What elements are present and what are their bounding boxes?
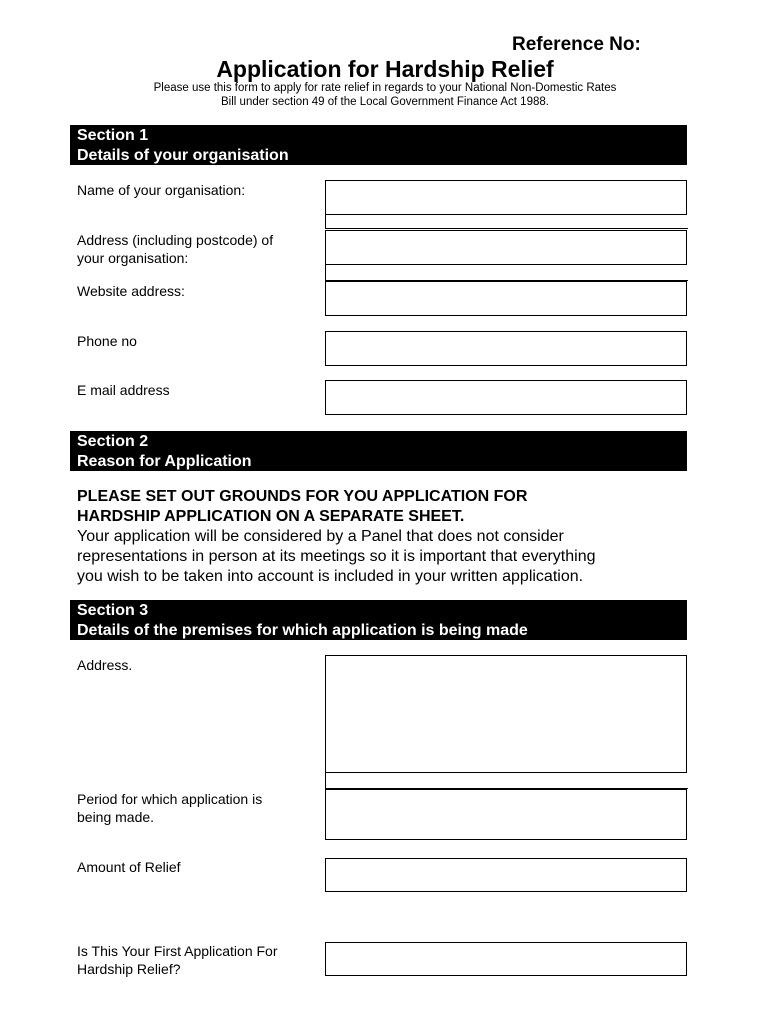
application-period-field[interactable]	[325, 789, 687, 840]
website-address-field[interactable]	[325, 281, 687, 316]
reference-number-label: Reference No:	[512, 34, 641, 55]
first-application-label-line-1: Is This Your First Application For	[77, 943, 278, 959]
organisation-name-label: Name of your organisation:	[77, 182, 246, 198]
first-application-field[interactable]	[325, 942, 687, 976]
section-1-header	[70, 125, 687, 165]
first-application-label	[77, 942, 278, 978]
website-address-label: Website address:	[77, 283, 185, 299]
form-title: Application for Hardship Relief	[216, 56, 554, 82]
reason-text-line-3: you wish to be taken into account is included in your written application.	[77, 568, 584, 585]
phone-number-field[interactable]	[325, 331, 687, 366]
section-3-header	[70, 600, 687, 640]
intro-line-2: Bill under section 49 of the Local Government Finance Act 1988.	[221, 96, 549, 108]
field-divider	[325, 215, 688, 229]
application-period-label	[77, 790, 262, 826]
organisation-address-label-line-2: your organisation:	[77, 250, 189, 266]
section-3-number: Section 3	[77, 602, 149, 619]
relief-amount-field[interactable]	[325, 858, 687, 892]
section-1-number: Section 1	[77, 127, 149, 144]
organisation-address-label	[77, 231, 273, 267]
organisation-address-label-line-1: Address (including postcode) of	[77, 232, 274, 248]
section-1-title: Details of your organisation	[77, 147, 289, 164]
organisation-address-field[interactable]	[325, 230, 687, 265]
premises-address-field[interactable]	[325, 655, 687, 773]
reason-instructions	[77, 487, 697, 587]
premises-address-label: Address.	[77, 657, 133, 673]
form-intro	[100, 81, 670, 109]
application-period-label-line-2: being made.	[77, 809, 155, 825]
section-2-title: Reason for Application	[77, 453, 252, 470]
field-divider	[325, 773, 688, 789]
field-divider	[325, 265, 688, 281]
reason-bold-line-2: HARDSHIP APPLICATION ON A SEPARATE SHEET.	[77, 508, 465, 525]
section-2-number: Section 2	[77, 433, 149, 450]
section-2-header	[70, 431, 687, 471]
reason-bold-line-1: PLEASE SET OUT GROUNDS FOR YOU APPLICATION FOR	[77, 488, 528, 505]
email-address-label: E mail address	[77, 382, 170, 398]
reason-text-line-1: Your application will be considered by a Panel that does not consider	[77, 528, 564, 545]
section-3-title: Details of the premises for which application is being made	[77, 622, 528, 639]
organisation-name-field[interactable]	[325, 180, 687, 215]
email-address-field[interactable]	[325, 380, 687, 415]
application-period-label-line-1: Period for which application is	[77, 791, 263, 807]
intro-line-1: Please use this form to apply for rate relief in regards to your National Non-Domestic Rates	[153, 82, 617, 94]
reason-text-line-2: representations in person at its meetings so it is important that everything	[77, 548, 596, 565]
phone-number-label: Phone no	[77, 333, 137, 349]
relief-amount-label: Amount of Relief	[77, 859, 181, 875]
first-application-label-line-2: Hardship Relief?	[77, 961, 181, 977]
